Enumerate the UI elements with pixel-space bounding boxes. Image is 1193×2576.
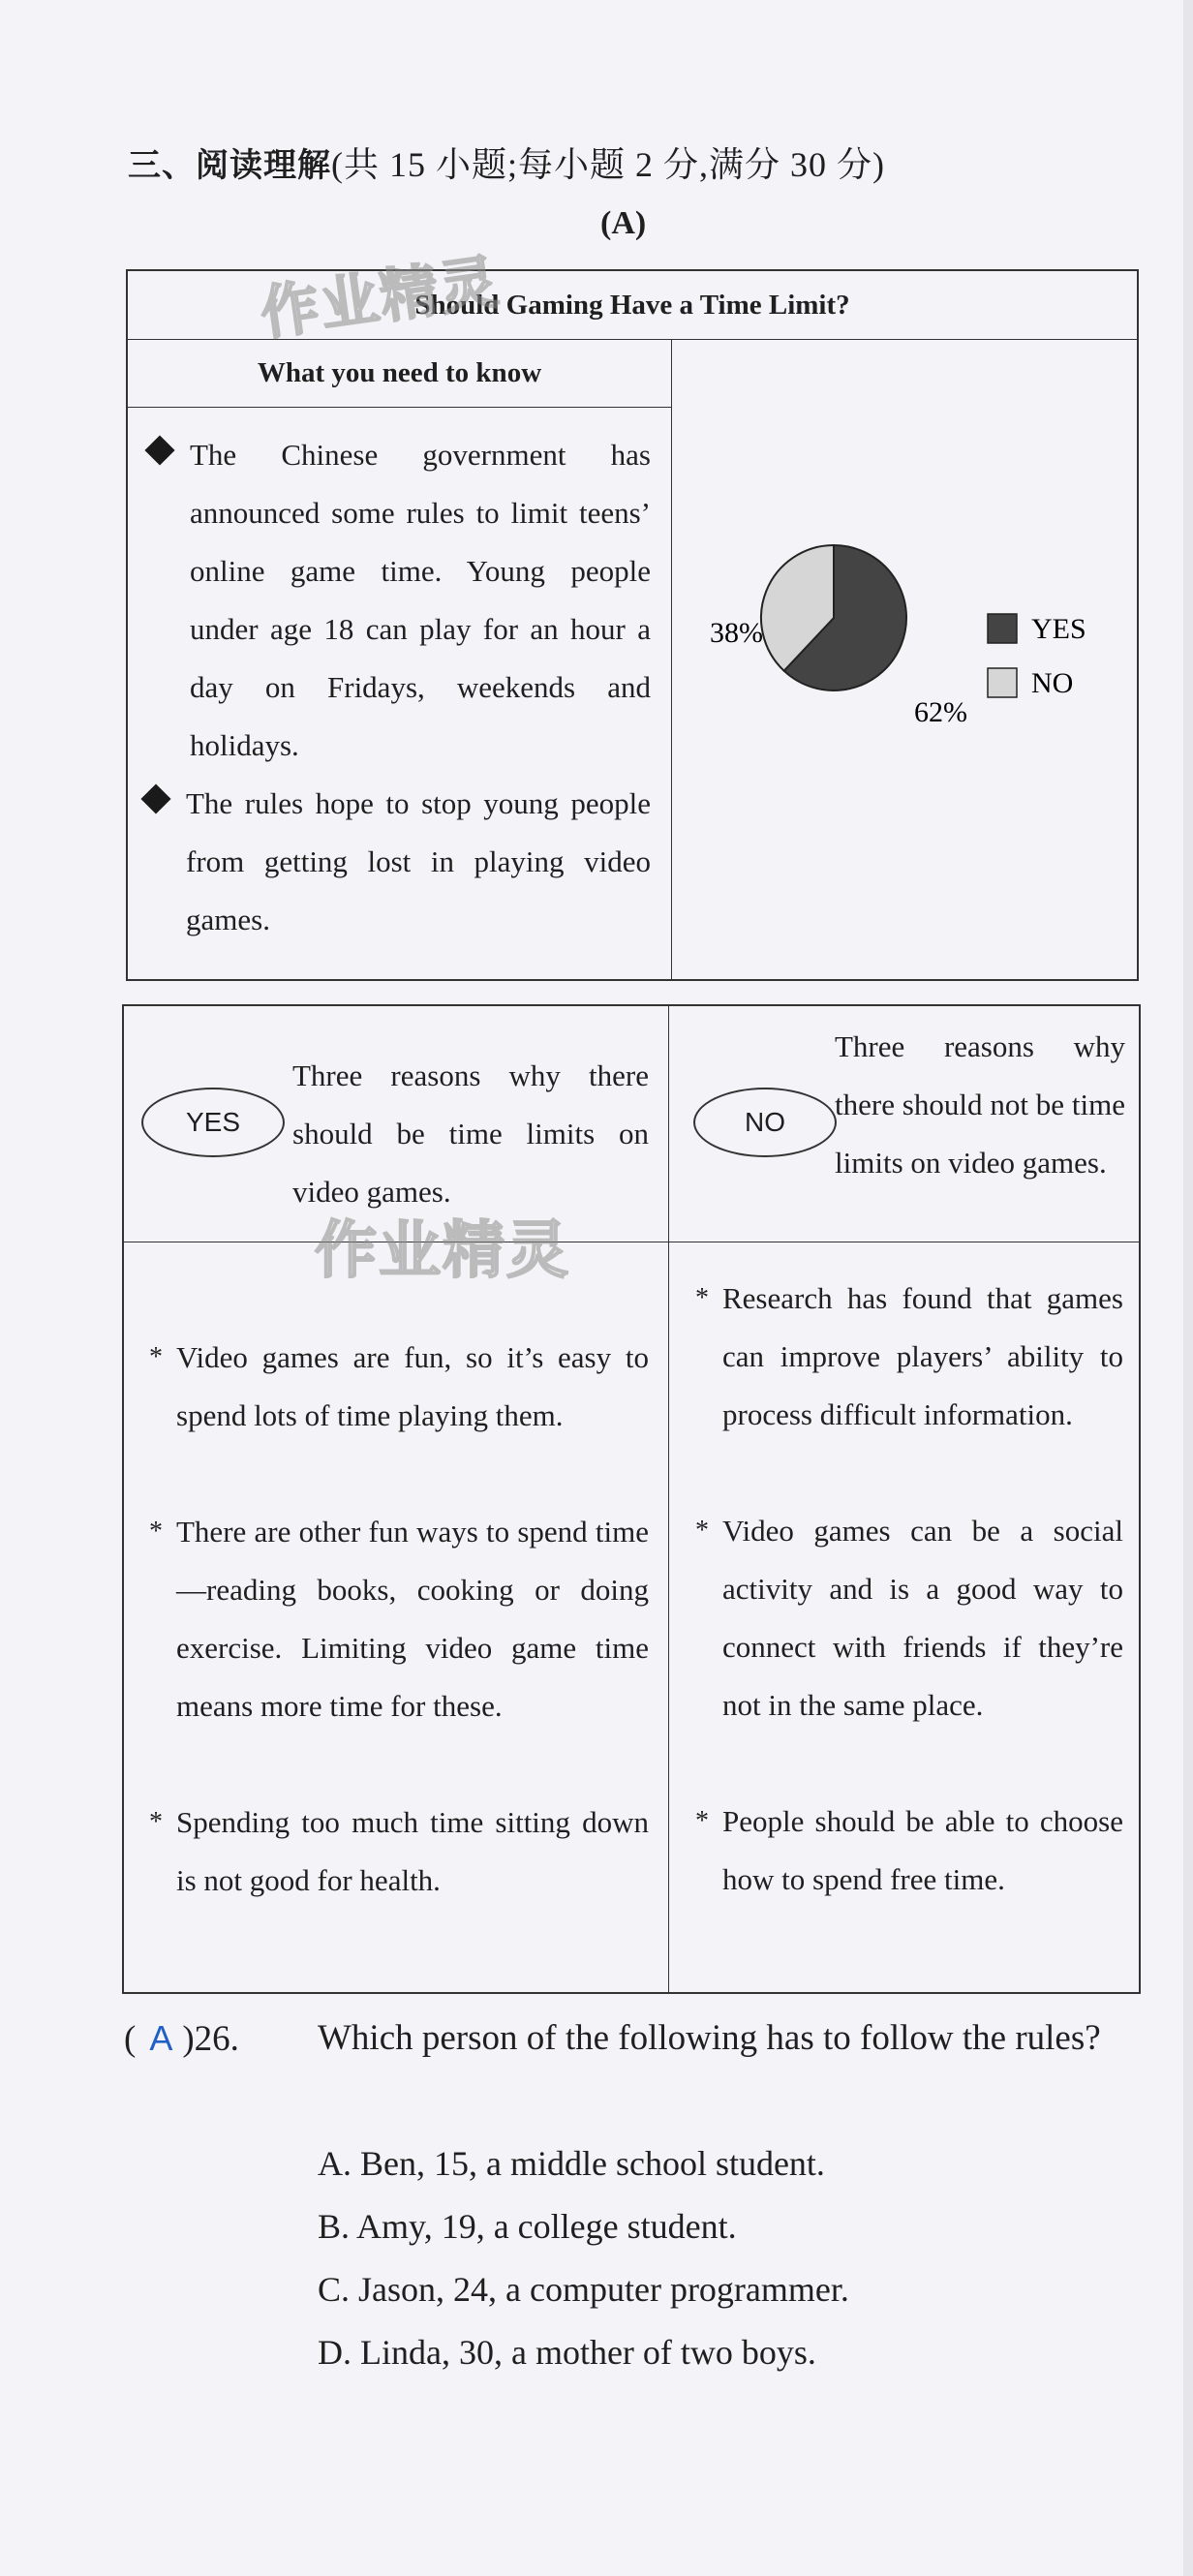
- legend-label-yes: YES: [1031, 613, 1086, 645]
- no-reason: [695, 1270, 1123, 1444]
- question-number: [124, 2008, 239, 2070]
- option-b: B. Amy, 19, a college student.: [318, 2207, 737, 2246]
- question-answer: A: [149, 2018, 173, 2058]
- no-reason-text: People should be able to choose how to spend free time.: [722, 1804, 1123, 1896]
- diamond-bullet-icon: [140, 783, 170, 813]
- bullet-text: The Chinese government has announced some rules to limit teens’ online game time. Young people under age 18 can play for an hour a day on Fridays, weekends and holidays.: [190, 438, 651, 762]
- bullet-item: [190, 426, 651, 775]
- info-table-title: Should Gaming Have a Time Limit?: [128, 271, 1137, 340]
- diamond-bullet-icon: [144, 435, 174, 465]
- legend-swatch-no: [988, 668, 1017, 697]
- section-title: [128, 138, 885, 187]
- legend-label-no: NO: [1031, 667, 1074, 699]
- no-header: Three reasons why there should not be time limits on video games.: [835, 1029, 1125, 1180]
- no-oval: NO: [693, 1088, 837, 1157]
- question-open-paren: (: [124, 2019, 137, 2059]
- option-d: D. Linda, 30, a mother of two boys.: [318, 2333, 816, 2372]
- reasons-table-vdivider: [668, 1006, 669, 1992]
- question-text: Which person of the following has to follow the rules?: [318, 2018, 1101, 2058]
- star-bullet-icon: *: [149, 1342, 163, 1372]
- question-number-label: )26.: [182, 2019, 239, 2059]
- bullet-item: [186, 775, 651, 949]
- section-title-rest: (共 15 小题;每小题 2 分,满分 30 分): [331, 145, 885, 184]
- yes-header: Three reasons why there should be time limits on video games.: [292, 1058, 649, 1209]
- yes-reason: [149, 1794, 649, 1910]
- star-bullet-icon: *: [695, 1806, 709, 1836]
- yes-reason: [149, 1503, 649, 1735]
- no-reason-text: Research has found that games can improve players’ ability to process difficult information.: [722, 1281, 1123, 1431]
- pie-label-yes: 62%: [914, 696, 967, 728]
- reasons-table: [122, 1004, 1141, 1994]
- yes-reason: [149, 1329, 649, 1445]
- no-reason: [695, 1502, 1123, 1734]
- bullet-text: The rules hope to stop young people from getting lost in playing video games.: [186, 786, 651, 936]
- pie-label-no: 38%: [710, 617, 763, 649]
- yes-reason-text: Spending too much time sitting down is not good for health.: [176, 1805, 649, 1897]
- watermark: 作业精灵: [257, 248, 505, 349]
- page-edge: [1183, 0, 1193, 2576]
- yes-oval: YES: [141, 1088, 285, 1157]
- star-bullet-icon: *: [695, 1516, 709, 1546]
- option-c: C. Jason, 24, a computer programmer.: [318, 2270, 849, 2309]
- star-bullet-icon: *: [149, 1517, 163, 1547]
- star-bullet-icon: *: [695, 1283, 709, 1313]
- part-label: (A): [600, 205, 647, 241]
- legend-swatch-yes: [988, 614, 1017, 643]
- pie-chart-area: [671, 339, 1137, 979]
- yes-reason-text: Video games are fun, so it’s easy to spend lots of time playing them.: [176, 1340, 649, 1432]
- yes-reason-text: There are other fun ways to spend time—reading books, cooking or doing exercise. Limiting video game time means more time for these.: [176, 1515, 649, 1723]
- star-bullet-icon: *: [149, 1807, 163, 1837]
- info-table: [126, 269, 1139, 981]
- no-reason: [695, 1793, 1123, 1909]
- section-title-strong: 三、阅读理解: [128, 146, 331, 185]
- no-reason-text: Video games can be a social activity and is a good way to connect with friends if they’re not in the same place.: [722, 1514, 1123, 1722]
- watermark: 作业精灵: [315, 1215, 570, 1287]
- know-header: What you need to know: [128, 339, 671, 408]
- pie-chart: [671, 339, 1139, 981]
- option-a: A. Ben, 15, a middle school student.: [318, 2144, 825, 2183]
